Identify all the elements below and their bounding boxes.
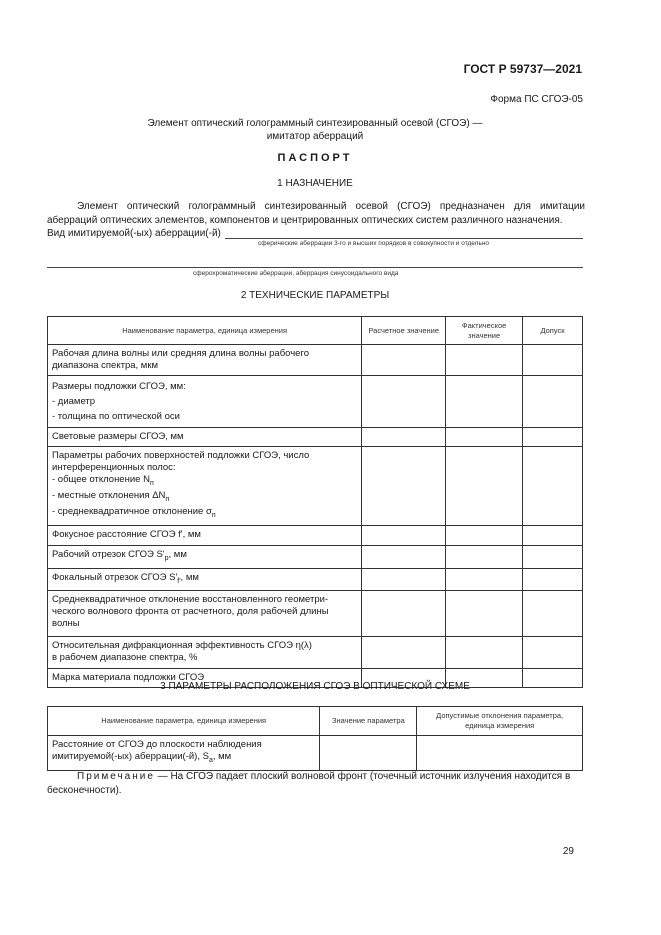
value-cell[interactable] — [362, 345, 446, 376]
param-name — [48, 637, 362, 669]
param-text: Фокусное расстояние СГОЭ f', мм — [52, 528, 201, 540]
param-subscript: п — [165, 495, 170, 503]
section2-heading: 2 ТЕХНИЧЕСКИЕ ПАРАМЕТРЫ — [240, 290, 390, 301]
table-row — [48, 345, 583, 376]
param-name — [48, 591, 362, 637]
param-text: Фокальный отрезок СГОЭ S' — [52, 571, 178, 583]
param-text: имитируемой(-ых) аберрации(-й), S — [52, 751, 209, 762]
form-code: Форма ПС СГОЭ-05 — [490, 94, 583, 105]
value-cell[interactable] — [362, 525, 446, 545]
value-cell[interactable] — [362, 545, 446, 568]
value-cell[interactable] — [362, 568, 446, 591]
col-header-deviation: Допустимые отклонения параметра, единица измерения — [417, 707, 583, 736]
value-cell[interactable] — [523, 376, 583, 428]
param-text: Рабочий отрезок СГОЭ S' — [52, 548, 165, 560]
value-cell[interactable] — [523, 345, 583, 376]
param-subscript: а — [208, 756, 213, 764]
table-row — [48, 525, 583, 545]
value-cell[interactable] — [446, 568, 523, 591]
col-header-calculated: Расчетное значение — [362, 317, 446, 345]
param-line: Расстояние от СГОЭ до плоскости наблюдения — [52, 739, 262, 750]
param-line: диапазона спектра, мкм — [52, 360, 159, 371]
param-line: - толщина по оптической оси — [52, 411, 180, 422]
param-name — [48, 345, 362, 376]
table-row — [48, 545, 583, 568]
value-cell[interactable] — [362, 591, 446, 637]
param-line — [52, 474, 357, 490]
note-label: Примечание — [77, 771, 155, 782]
value-cell[interactable] — [446, 447, 523, 526]
param-subscript: f' — [177, 577, 181, 585]
param-line: Марка материала подложки СГОЭ — [52, 672, 205, 684]
param-text: - местные отклонения ΔN — [52, 489, 166, 501]
aberration-field-label: Вид имитируемой(-ых) аберрации(-й) — [47, 228, 221, 239]
param-text: , мм — [212, 751, 232, 762]
value-cell[interactable] — [362, 447, 446, 526]
table-row — [48, 428, 583, 447]
value-cell[interactable] — [362, 428, 446, 447]
param-line: Размеры подложки СГОЭ, мм: — [52, 381, 186, 392]
value-cell[interactable] — [446, 637, 523, 669]
param-text: , мм — [180, 571, 199, 583]
aberration-hint-2: сферохроматические аберрации, аберрация синусоидального вида — [193, 270, 399, 277]
value-cell[interactable] — [446, 591, 523, 637]
value-cell[interactable] — [362, 376, 446, 428]
technical-parameters-table — [47, 316, 583, 688]
table-row — [48, 591, 583, 637]
param-line: интерференционных полос: — [52, 462, 176, 473]
value-cell[interactable] — [362, 637, 446, 669]
value-cell[interactable] — [523, 525, 583, 545]
value-cell[interactable] — [446, 545, 523, 568]
col-header-name: Наименование параметра, единица измерения — [48, 317, 362, 345]
value-cell[interactable] — [523, 637, 583, 669]
value-cell[interactable] — [446, 345, 523, 376]
value-cell[interactable] — [523, 591, 583, 637]
col-header-name: Наименование параметра, единица измерения — [48, 707, 320, 736]
title-line-2: имитатор аберраций — [266, 131, 364, 142]
table-row — [48, 447, 583, 526]
param-text: , мм — [168, 548, 187, 560]
param-name — [48, 447, 362, 526]
param-text: - среднеквадратичное отклонение σ — [52, 505, 212, 517]
aberration-hint-1: сферические аберрации 3-го и высших порядков в совокупности и отдельно — [258, 240, 490, 247]
table-row — [48, 637, 583, 669]
param-line: - диаметр — [52, 396, 96, 407]
param-name — [48, 428, 362, 447]
param-line: Среднеквадратичное отклонение восстановленного геометри- — [52, 594, 329, 606]
table-header-row — [48, 707, 583, 736]
param-name — [48, 545, 362, 568]
param-line: Рабочая длина волны или средняя длина волны рабочего — [52, 348, 309, 359]
value-cell[interactable] — [446, 428, 523, 447]
param-name — [48, 736, 320, 771]
placement-parameters-table — [47, 706, 583, 771]
param-subscript: р — [164, 554, 169, 562]
aberration-field-line[interactable] — [225, 238, 583, 239]
table-header-row — [48, 317, 583, 345]
standard-number: ГОСТ Р 59737—2021 — [463, 62, 582, 76]
param-line — [52, 490, 357, 506]
value-cell[interactable] — [523, 428, 583, 447]
section1-heading: 1 НАЗНАЧЕНИЕ — [277, 178, 353, 189]
param-line: Световые размеры СГОЭ, мм — [52, 431, 184, 442]
col-header-value: Значение параметра — [320, 707, 417, 736]
param-name — [48, 568, 362, 591]
param-text: - общее отклонение N — [52, 474, 150, 485]
param-subscript: п — [149, 479, 154, 487]
param-line: в рабочем диапазоне спектра, % — [52, 652, 198, 664]
table-row — [48, 376, 583, 428]
param-line: ческого волнового фронта от расчетного, доля рабочей длины — [52, 606, 329, 618]
param-line: волны — [52, 618, 80, 630]
value-cell[interactable] — [446, 525, 523, 545]
col-header-tolerance: Допуск — [523, 317, 583, 345]
param-line — [52, 506, 357, 522]
aberration-field-line-2[interactable] — [47, 267, 583, 268]
value-cell[interactable] — [523, 545, 583, 568]
section3-heading: 3 ПАРАМЕТРЫ РАСПОЛОЖЕНИЯ СГОЭ В ОПТИЧЕСКОЙ СХЕМЕ — [160, 681, 470, 692]
param-name — [48, 376, 362, 428]
param-name — [48, 525, 362, 545]
value-cell[interactable] — [523, 447, 583, 526]
value-cell[interactable] — [523, 568, 583, 591]
table-row — [48, 568, 583, 591]
value-cell[interactable] — [320, 736, 417, 771]
value-cell[interactable] — [417, 736, 583, 771]
document-title — [80, 117, 550, 143]
table-row — [48, 736, 583, 771]
param-line: Относительная дифракционная эффективность СГОЭ η(λ) — [52, 640, 312, 652]
note — [47, 770, 585, 798]
section1-text: Элемент оптический голограммный синтезированный осевой (СГОЭ) предназначен для имитации аберраций оптических элементов, компонентов и центрированных оптических систем различного назначения. — [47, 201, 585, 226]
passport-heading: ПАСПОРТ — [277, 152, 353, 164]
param-line — [52, 751, 315, 767]
note-text: — На СГОЭ падает плоский волновой фронт (точечный источник излучения находится в бесконечности). — [47, 771, 571, 796]
col-header-actual: Фактическое значение — [446, 317, 523, 345]
title-line-1: Элемент оптический голограммный синтезированный осевой (СГОЭ) — — [147, 118, 483, 129]
value-cell[interactable] — [446, 376, 523, 428]
page-number: 29 — [562, 846, 574, 857]
param-subscript: п — [211, 511, 216, 519]
param-line: Параметры рабочих поверхностей подложки СГОЭ, число — [52, 450, 310, 461]
